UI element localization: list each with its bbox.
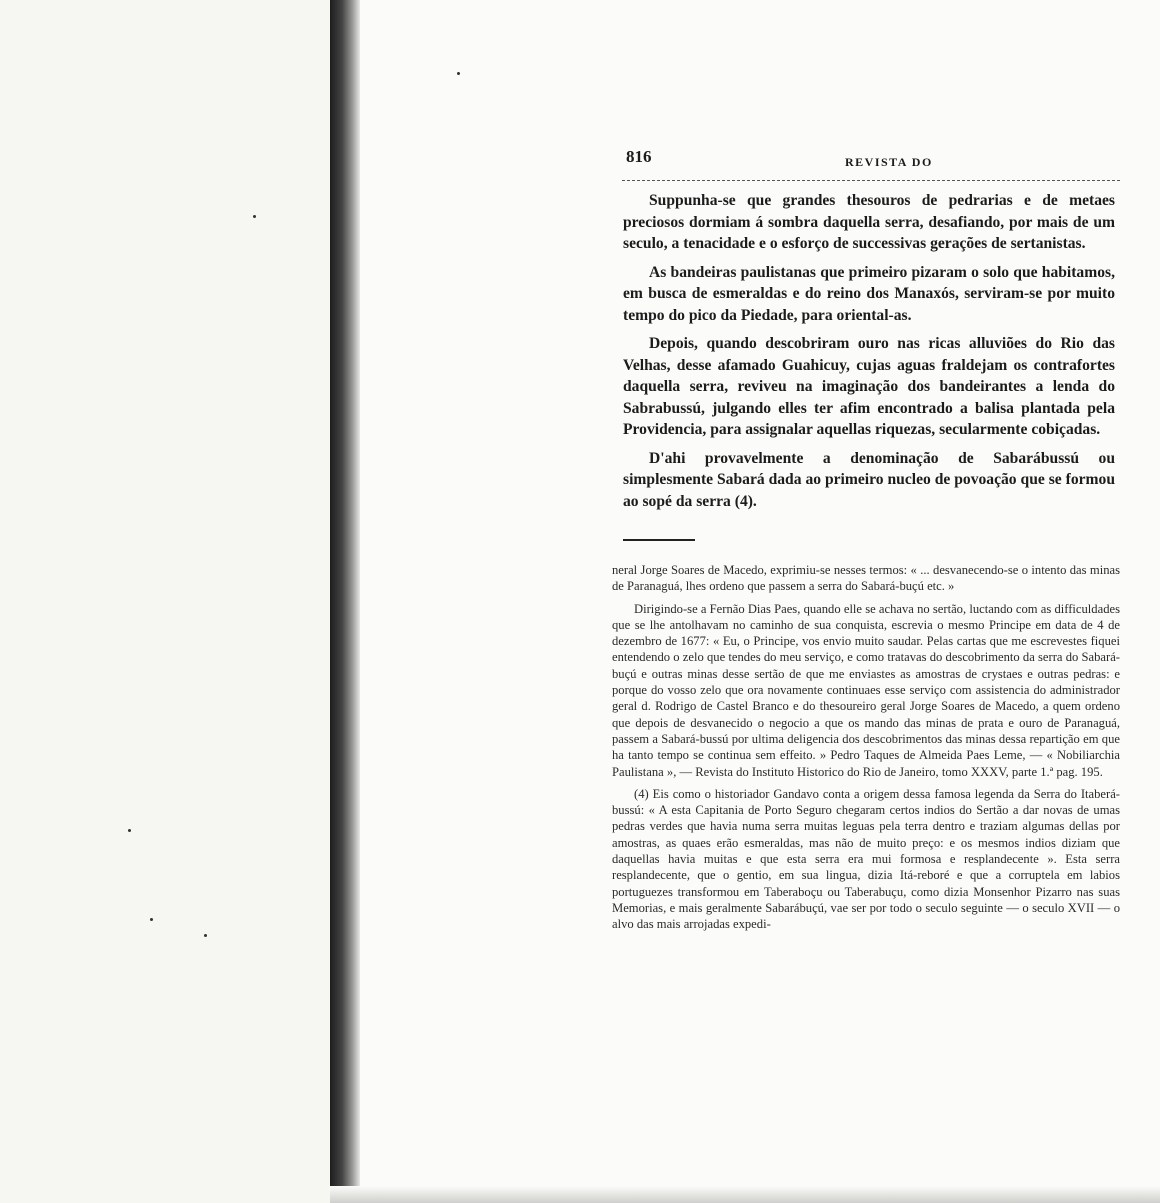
right-page	[360, 0, 1160, 1203]
footnote-paragraph: neral Jorge Soares de Macedo, exprimiu-se nesses termos: « ... desvanecendo-se o intento das minas de Paranaguá, lhes ordeno que passem a serra do Sabará-buçú etc. »	[612, 563, 1120, 594]
main-paragraph: Suppunha-se que grandes thesouros de pedrarias e de metaes preciosos dormiam á sombra daquella serra, desafiando, por mais de um seculo, a tenacidade e o esforço de successivas gerações de sertanistas.	[623, 192, 1115, 252]
book-gutter	[330, 0, 360, 1203]
footnotes	[612, 562, 1120, 939]
left-page-blank	[0, 0, 330, 1203]
paper-speck	[204, 934, 207, 937]
footnote-paragraph: Dirigindo-se a Fernão Dias Paes, quando elle se achava no sertão, luctando com as difficuldades que se lhe antolhavam no caminho de sua conquista, escrevia o mesmo Principe em data de 4 de dezembro de 1677: « Eu, o Principe, vos envio muito saudar. Pelas cartas que me escrevestes fiquei entendendo o zelo que tendes do meu serviço, e como tratavas do descobrimento da serra do Sabará-buçú e outras minas desse sertão de que me enviastes as amostras de crystaes e outras pedras: e porque do vosso zelo que ora novamente continuaes esse serviço com assistencia do administrador geral d. Rodrigo de Castel Branco e do thesoureiro geral Jorge Soares de Macedo, a quem ordeno que depois de desvanecido o negocio a que os mando das minas de prata e ouro de Paranaguá, passem a Sabará-bussú por ultima deligencia dos descobrimentos das minas dessa repartição em que ha tanto tempo se continua sem effeito. » Pedro Taques de Almeida Paes Leme, — « Nobiliarchia Paulistana », — Revista do Instituto Historico do Rio de Janeiro, tomo XXXV, parte 1.ª pag. 195.	[612, 601, 1120, 779]
main-text	[623, 190, 1115, 519]
running-head: REVISTA DO	[845, 155, 933, 169]
header-rule	[622, 180, 1120, 181]
main-paragraph: Depois, quando descobriram ouro nas ricas alluviões do Rio das Velhas, desse afamado Guahicuy, cujas aguas fraldejam os contrafortes daquella serra, reviveu na imaginação dos bandeirantes a lenda do Sabrabussú, julgando elles ter afim encontrado a balisa plantada pela Providencia, para assignalar aquellas riquezas, secularmente cobiçadas.	[623, 335, 1115, 438]
paper-speck	[150, 918, 153, 921]
paper-speck	[253, 215, 256, 218]
page-bottom-edge	[330, 1186, 1160, 1203]
main-paragraph: D'ahi provavelmente a denominação de Sabarábussú ou simplesmente Sabará dada ao primeiro nucleo de povoação que se formou ao sopé da serra (4).	[623, 449, 1115, 510]
footnote-paragraph: (4) Eis como o historiador Gandavo conta a origem dessa famosa legenda da Serra do Itaberá-bussú: « A esta Capitania de Porto Seguro chegaram certos indios do Sertão a dar novas de umas pedras verdes que havia numa serra muitas leguas pela terra dentro e traziam algumas dellas por amostras, as quaes erão esmeraldas, mas não de muito preço: e os mesmos indios diziam que daquellas havia muitas e que esta serra era mui formosa e resplandecente ». Esta serra resplandecente, que o gentio, em sua lingua, dizia Itá-reboré e que a corruptela em labios portuguezes transformou em Taberaboçu ou Taberabuçu, como dizia Monsenhor Pizarro nas suas Memorias, e mais geralmente Sabarábuçú, vae ser por todo o seculo seguinte — o seculo XVII — o alvo das mais arrojadas expedi-	[612, 786, 1120, 932]
page-number: 816	[626, 147, 652, 166]
footnote-separator	[623, 539, 695, 541]
main-paragraph: As bandeiras paulistanas que primeiro pizaram o solo que habitamos, em busca de esmeraldas e do reino dos Manaxós, serviram-se por muito tempo do pico da Piedade, para oriental-as.	[623, 263, 1115, 324]
paper-speck	[128, 829, 131, 832]
